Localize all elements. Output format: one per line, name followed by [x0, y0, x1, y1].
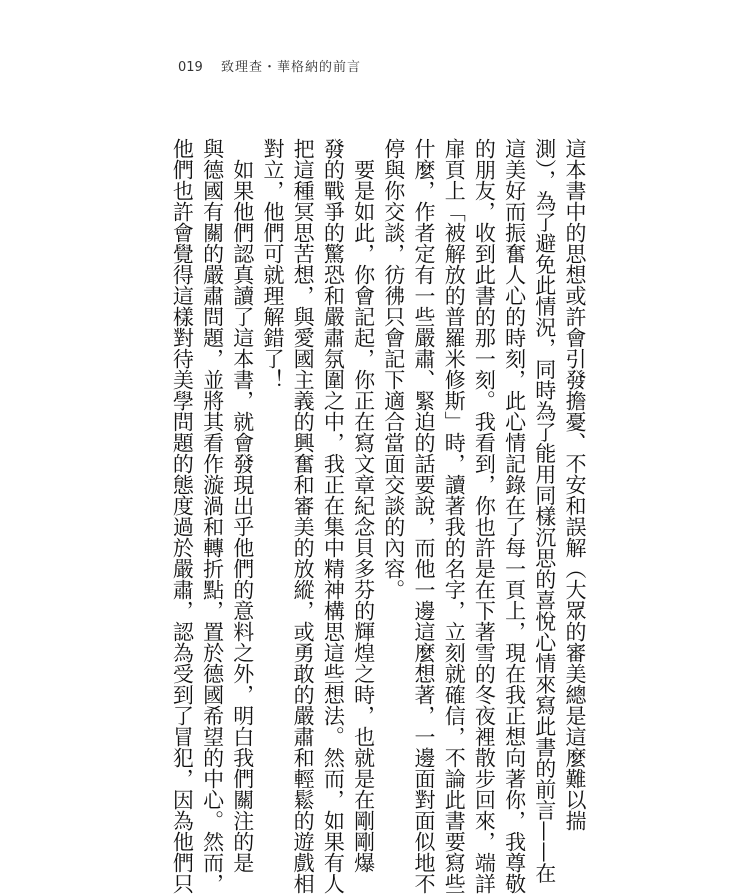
text-column: 什麼，作者定有一些嚴肅、緊迫的話要說，而他一邊這麼想著，一邊面對面似地不 — [411, 138, 436, 894]
vertical-body-text — [170, 138, 590, 894]
text-column: 與德國有關的嚴肅問題，並將其看作漩渦和轉折點，置於德國希望的中心。然而， — [200, 138, 225, 894]
text-column: 停與你交談，彷彿只會記下適合當面交談的內容。 — [381, 138, 406, 600]
text-column: 要是如此，你會記起，你正在寫文章紀念貝多芬的輝煌之時，也就是在剛剛爆 — [351, 138, 376, 873]
text-column: 扉頁上「被解放的普羅米修斯」時，讀著我的名字，立刻就確信，不論此書要寫些 — [442, 138, 467, 894]
text-column: 對立，他們可就理解錯了！ — [260, 138, 285, 390]
text-column: 這本書中的思想或許會引發擔憂、不安和誤解（大眾的審美總是這麼難以揣 — [563, 138, 587, 831]
text-column: 的朋友，收到此書的那一刻。我看到，你也許是在下著雪的冬夜裡散步回來，端詳 — [472, 138, 497, 894]
text-column: 發的戰爭的驚恐和嚴肅氛圍之中，我正在集中精神構思這些想法。然而，如果有人 — [321, 138, 346, 894]
chapter-title: 致理查・華格納的前言 — [220, 60, 361, 75]
text-column: 他們也許會覺得這樣對待美學問題的態度過於嚴肅，認為受到了冒犯，因為他們只 — [170, 138, 195, 894]
running-header — [178, 56, 361, 76]
page-number: 019 — [178, 60, 203, 75]
text-column: 把這種冥思苦想，與愛國主義的興奮和審美的放縱，或勇敢的嚴肅和輕鬆的遊戲相 — [291, 138, 316, 894]
text-column: 如果他們認真讀了這本書，就會發現出乎他們的意料之外，明白我們關注的是 — [230, 138, 255, 873]
text-column: 測），為了避免此情況，同時為了能用同樣沉思的喜悅心情來寫此書的前言——在 — [532, 138, 557, 884]
text-column: 這美好而振奮人心的時刻，此心情記錄在了每一頁上，現在我正想向著你，我尊敬 — [502, 138, 527, 894]
